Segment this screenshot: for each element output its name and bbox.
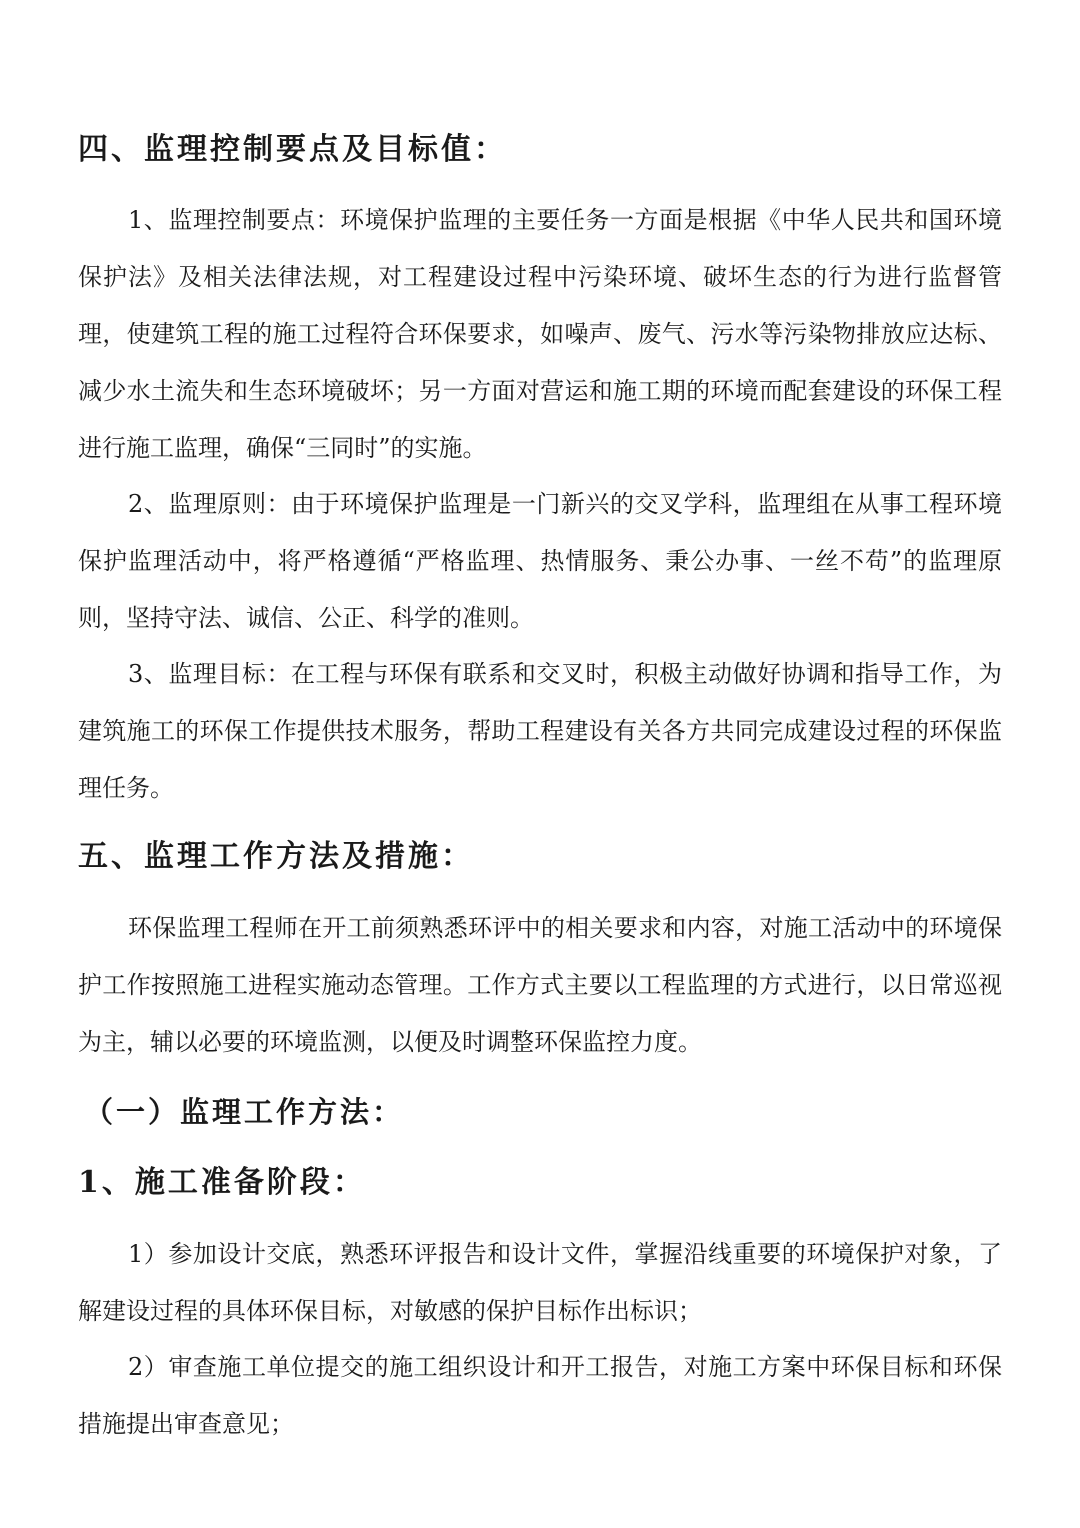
list-item-2: 2）审查施工单位提交的施工组织设计和开工报告，对施工方案中环保目标和环保措施提出审查意见； [78, 1353, 1002, 1438]
list-item-1: 1）参加设计交底，熟悉环评报告和设计文件，掌握沿线重要的环境保护对象，了解建设过程的具体环保目标，对敏感的保护目标作出标识； [78, 1240, 1002, 1325]
subsection-heading-methods: （一）监理工作方法： [84, 1095, 405, 1129]
section-heading-5: 五、监理工作方法及措施： [78, 839, 474, 874]
section-heading-4: 四、监理控制要点及目标值： [78, 132, 507, 167]
paragraph-control-points: 1、监理控制要点：环境保护监理的主要任务一方面是根据《中华人民共和国环境保护法》及相关法律法规，对工程建设过程中污染环境、破坏生态的行为进行监督管理，使建筑工程的施工过程符合环保要求，如噪声、废气、污水等污染物排放应达标、减少水土流失和生态环境破坏；另一方面对营运和施工期的环境而配套建设的环保工程进行施工监理，确保“三同时”的实施。 [78, 206, 1002, 462]
paragraph-methods-intro: 环保监理工程师在开工前须熟悉环评中的相关要求和内容，对施工活动中的环境保护工作按照施工进程实施动态管理。工作方式主要以工程监理的方式进行，以日常巡视为主，辅以必要的环境监测，以便及时调整环保监控力度。 [78, 914, 1002, 1056]
paragraph-objectives: 3、监理目标：在工程与环保有联系和交叉时，积极主动做好协调和指导工作，为建筑施工的环保工作提供技术服务，帮助工程建设有关各方共同完成建设过程的环保监理任务。 [78, 660, 1002, 802]
paragraph-principles: 2、监理原则：由于环境保护监理是一门新兴的交叉学科，监理组在从事工程环境保护监理活动中，将严格遵循“严格监理、热情服务、秉公办事、一丝不苟”的监理原则，坚持守法、诚信、公正、科学的准则。 [78, 490, 1002, 632]
stage-heading-preparation: 1、施工准备阶段： [78, 1165, 366, 1200]
